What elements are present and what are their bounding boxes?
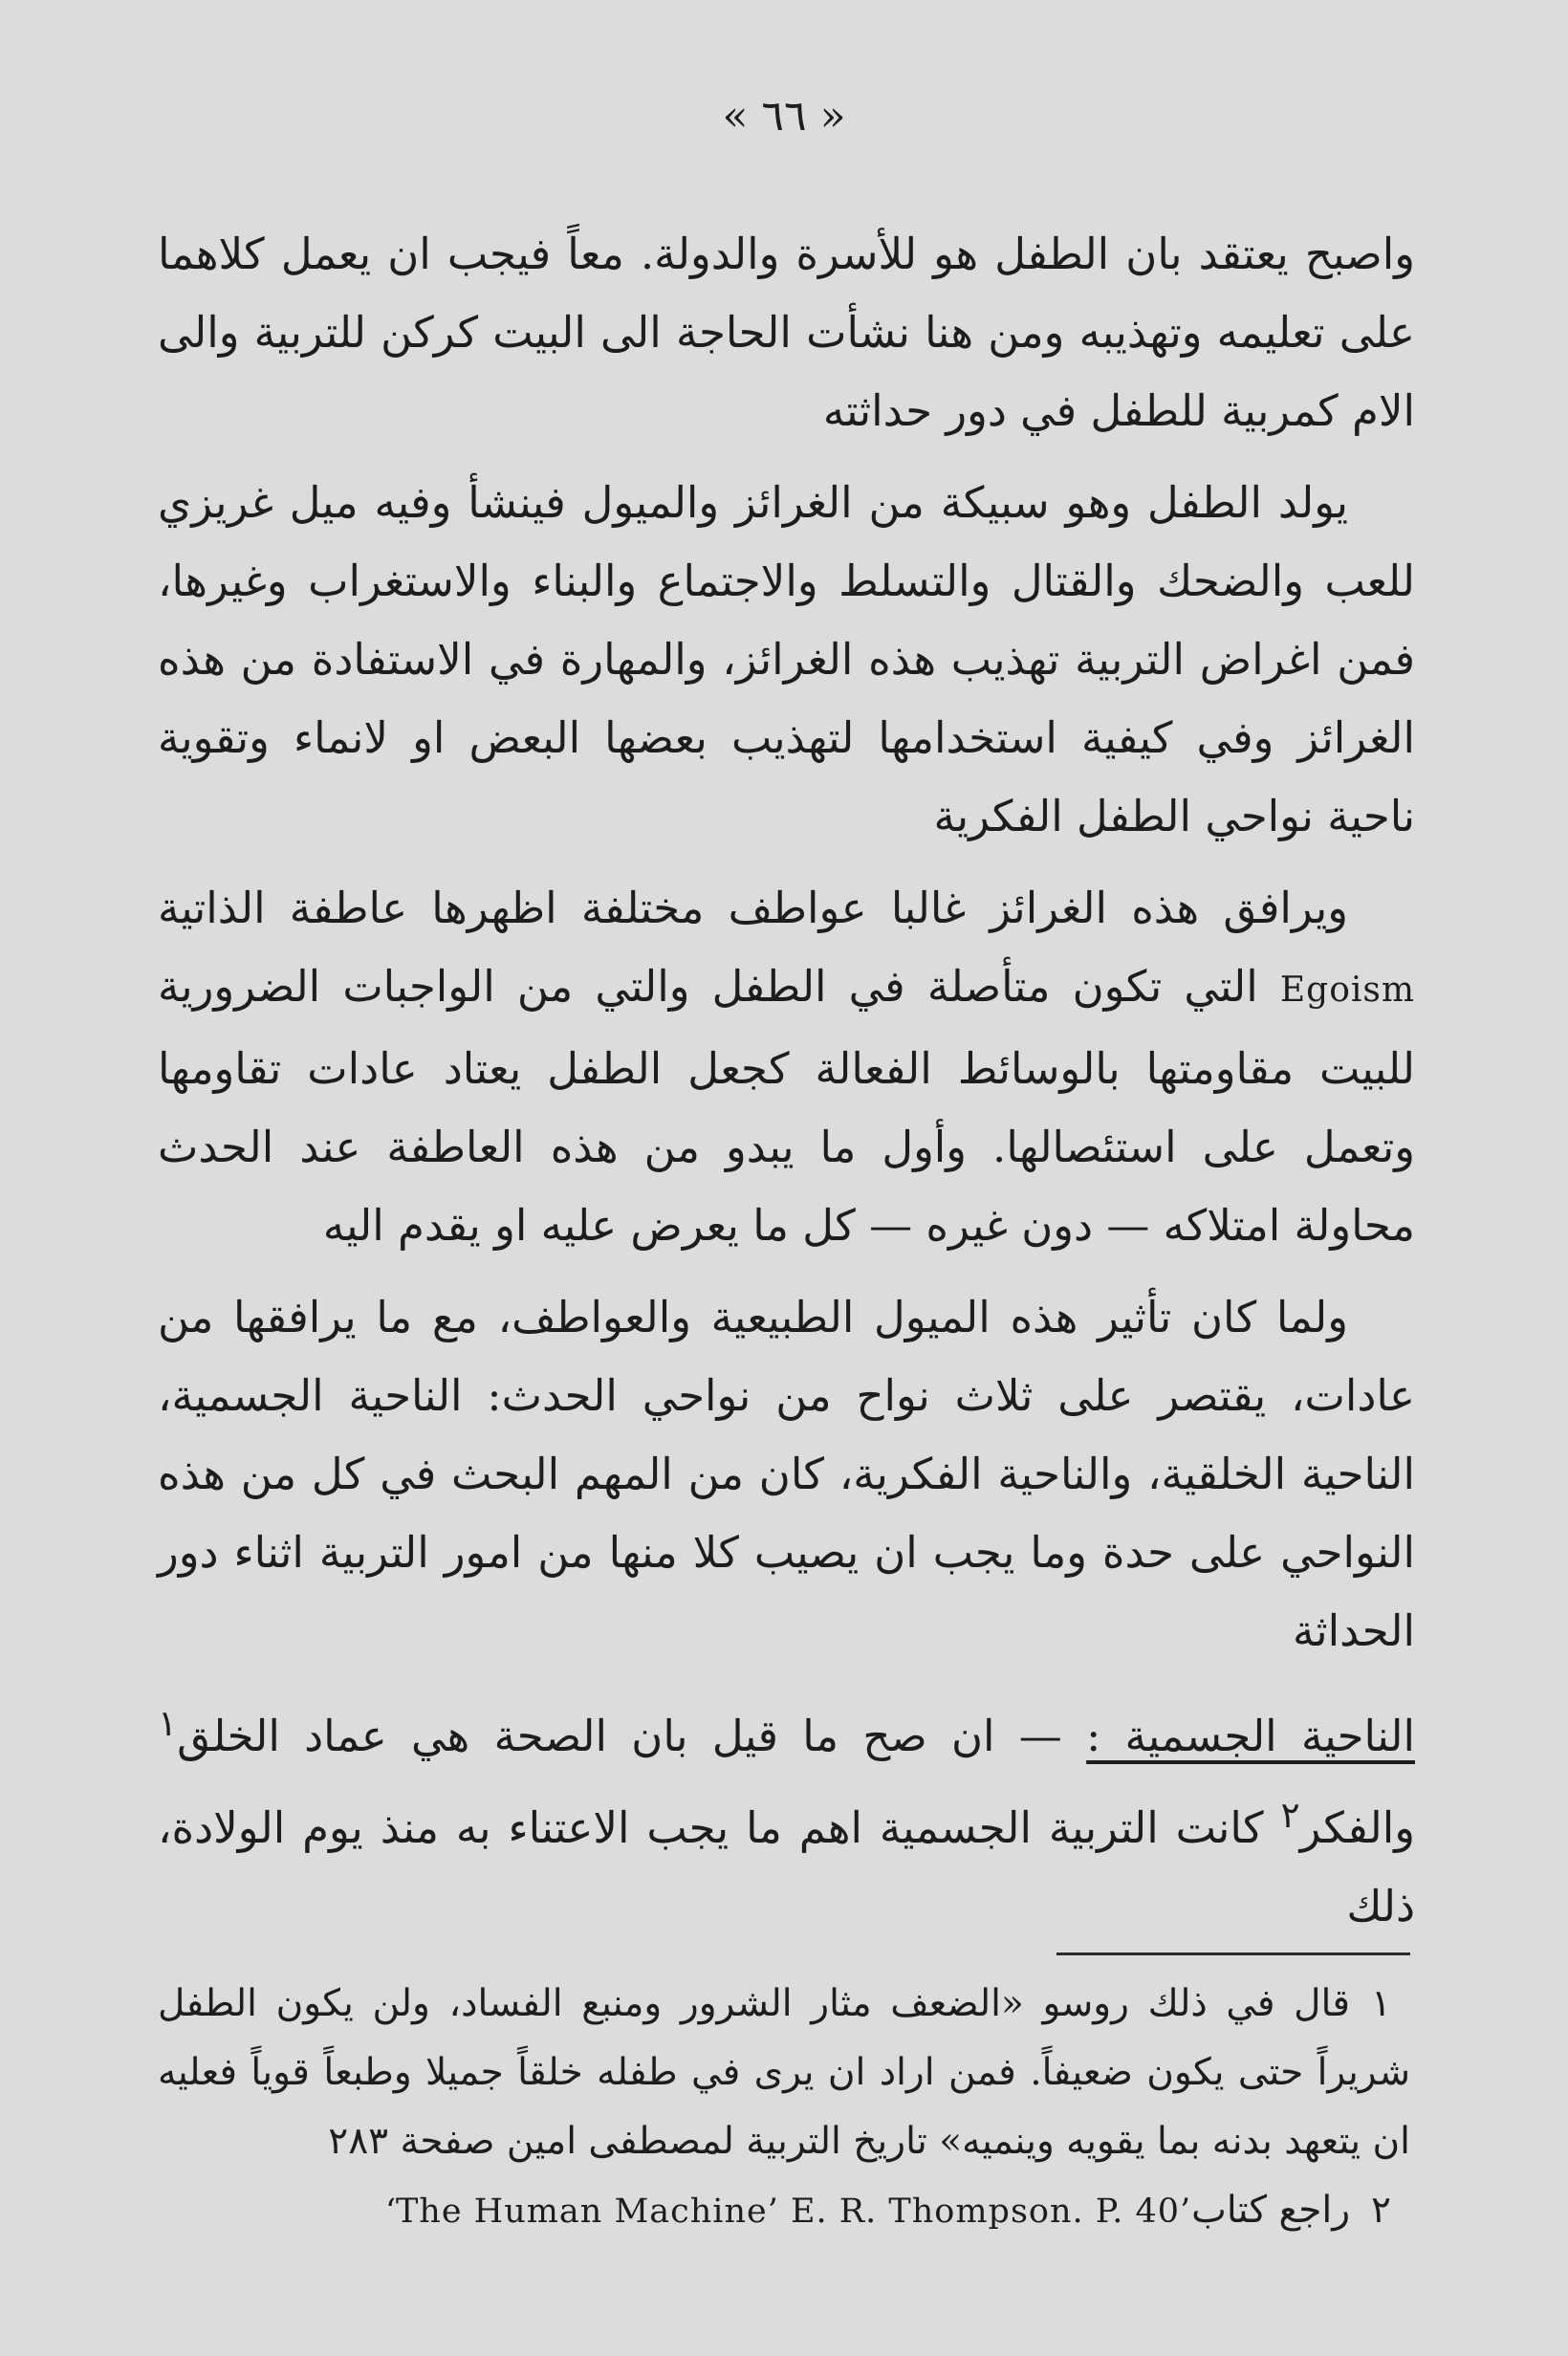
footnote-ref-2: ٢: [1280, 1794, 1300, 1836]
egoism-term: Egoism: [1279, 971, 1415, 1010]
section-heading-physical: الناحية الجسمية :: [1086, 1711, 1416, 1761]
footnotes: [158, 1970, 1410, 2246]
page-number: « ٦٦ »: [722, 92, 846, 141]
footnote-ref-1: ١: [158, 1702, 178, 1744]
paragraph-3: [158, 869, 1415, 1265]
paragraph-3-part-b: التي تكون متأصلة في الطفل والتي من الواجبات الضرورية للبيت مقاومتها بالوسائط الفعالة كجعل الطفل يعتاد عادات تقاومها وتعمل على استئصالها. وأول ما يبدو من هذه العاطفة عند الحدث محاولة امتلاكه — دون غيره — كل ما يعرض عليه او يقدم اليه: [158, 961, 1415, 1251]
footnote-1-number: ١: [1371, 1982, 1391, 2025]
footnote-1: [158, 1970, 1410, 2176]
paragraph-3-part-a: ويرافق هذه الغرائز غالبا عواطف مختلفة اظهرها عاطفة الذاتية: [158, 883, 1348, 933]
paragraph-2: يولد الطفل وهو سبيكة من الغرائز والميول فينشأ وفيه ميل غريزي للعب والضحك والقتال والتسلط والاجتماع والبناء والاستغراب وغيرها، فمن اغراض التربية تهذيب هذه الغرائز، والمهارة في الاستفادة من هذه الغرائز وفي كيفية استخدامها لتهذيب بعضها البعض او لانماء وتقوية ناحية نواحي الطفل الفكرية: [158, 477, 1415, 841]
paragraph-5: [158, 1684, 1415, 1946]
footnote-2-text: راجع كتاب: [1191, 2189, 1351, 2232]
footnote-2: [158, 2176, 1410, 2246]
paragraph-5-part-a: — ان صح ما قيل بان الصحة هي عماد الخلق: [177, 1711, 1062, 1761]
paragraph-4: ولما كان تأثير هذه الميول الطبيعية والعواطف، مع ما يرافقها من عادات، يقتصر على ثلاث نواح من نواحي الحدث: الناحية الجسمية، الناحية الخلقية، والناحية الفكرية، كان من المهم البحث في كل من هذه النواحي على حدة وما يجب ان يصيب كلا منها من امور التربية اثناء دور الحداثة: [158, 1292, 1415, 1656]
paragraph-5-part-b: والفكر: [1299, 1802, 1415, 1853]
paragraph-5-part-c: كانت التربية الجسمية اهم ما يجب الاعتناء به منذ يوم الولادة، ذلك: [158, 1802, 1415, 1931]
footnote-2-english-reference: ‘The Human Machine’ E. R. Thompson. P. 40’: [384, 2192, 1192, 2231]
footnote-divider: [1056, 1952, 1410, 1955]
footnote-2-number: ٢: [1371, 2189, 1391, 2232]
footnote-1-text: قال في ذلك روسو «الضعف مثار الشرور ومنبع الفساد، ولن يكون الطفل شريراً حتى يكون ضعيفاً. فمن اراد ان يرى في طفله خلقاً جميلا وطبعاً قوياً فعليه ان يتعهد بدنه بما يقويه وينميه» تاريخ التربية لمصطفى امين صفحة ٢٨٣: [158, 1982, 1410, 2163]
paragraph-1: واصبح يعتقد بان الطفل هو للأسرة والدولة. معاً فيجب ان يعمل كلاهما على تعليمه وتهذيبه ومن هنا نشأت الحاجة الى البيت كركن للتربية والى الام كمربية للطفل في دور حداثته: [158, 229, 1415, 436]
main-text: [158, 215, 1415, 1959]
